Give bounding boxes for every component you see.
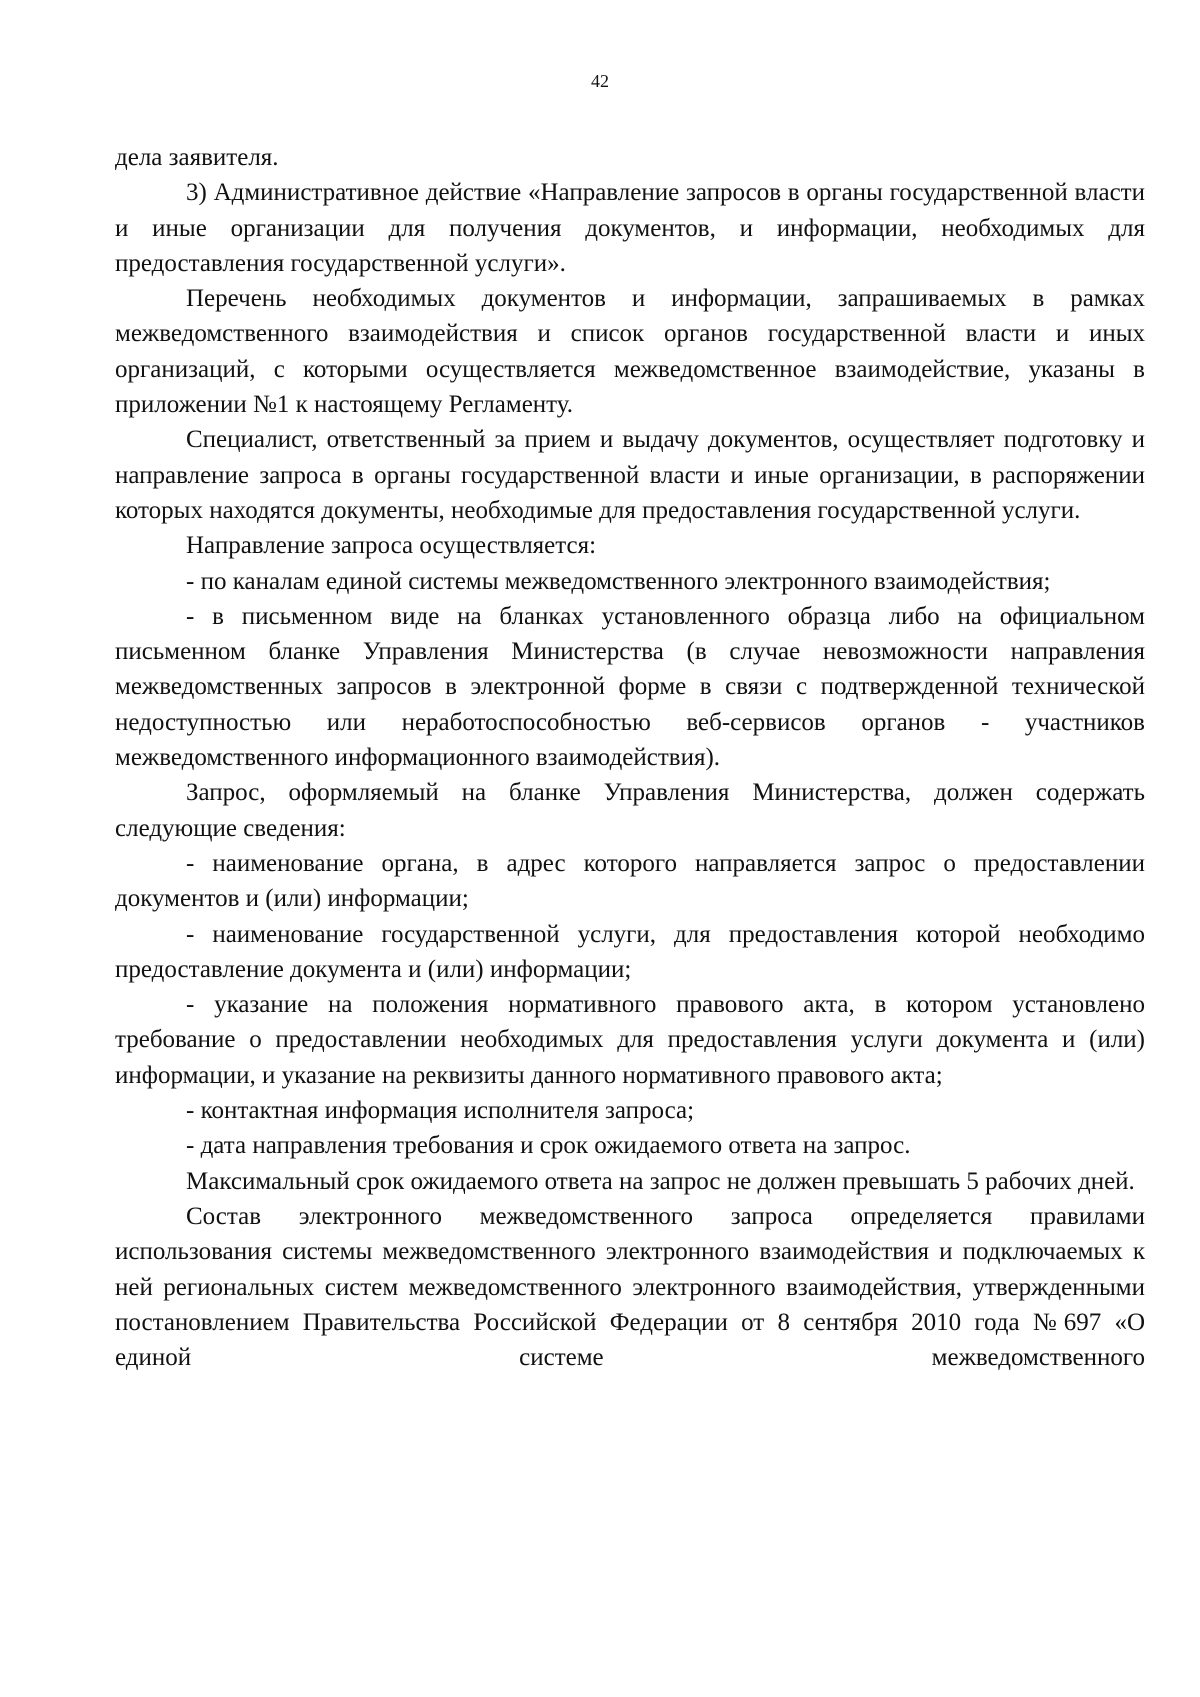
paragraph-specialist: Специалист, ответственный за прием и выдачу документов, осуществляет подготовку и направление запроса в органы государственной власти и иные организации, в распоряжении которых находятся документы, необходимые для предоставления государственной услуги. — [115, 426, 1145, 524]
page-number: 42 — [591, 71, 609, 91]
paragraph-electronic-request-composition: Состав электронного межведомственного запроса определяется правилами использования системы межведомственного электронного взаимодействия и подключаемых к ней региональных систем межведомственного электронного взаимодействия, утвержденными постановлением Правительства Российской Федерации от 8 сентября 2010 года №697 «О единой системе межведомственного — [115, 1202, 1145, 1372]
list-item-legal-act: - указание на положения нормативного правового акта, в котором установлено требование о предоставлении необходимых для предоставления услуги документа и (или) информации, и указание на реквизиты данного нормативного правового акта; — [115, 991, 1145, 1089]
list-item-date-and-term: - дата направления требования и срок ожидаемого ответа на запрос. — [186, 1132, 911, 1160]
paragraph-max-response-time: Максимальный срок ожидаемого ответа на запрос не должен превышать 5 рабочих дней. — [186, 1167, 1135, 1195]
paragraph-request-channels-intro: Направление запроса осуществляется: — [186, 532, 597, 560]
list-item-written-form: - в письменном виде на бланках установленного образца либо на официальном письменном бланке Управления Министерства (в случае невозможности направления межведомственных запросов в электронной форме в связи с подтвержденной технической недоступностью или неработоспособностью веб-сервисов органов - участников межведомственного информационного взаимодействия). — [115, 602, 1145, 772]
list-item-contact-info: - контактная информация исполнителя запроса; — [186, 1097, 695, 1125]
paragraph-documents-list: Перечень необходимых документов и информации, запрашиваемых в рамках межведомственного взаимодействия и список органов государственной власти и иных организаций, с которыми осуществляется межведомственное взаимодействие, указаны в приложении №1 к настоящему Регламенту. — [115, 285, 1145, 419]
list-item-electronic-channel: - по каналам единой системы межведомственного электронного взаимодействия; — [186, 567, 1051, 595]
document-body — [115, 140, 1145, 1375]
list-item-authority-name: - наименование органа, в адрес которого направляется запрос о предоставлении документов и (или) информации; — [115, 849, 1145, 913]
paragraph-administrative-action-3: 3) Административное действие «Направление запросов в органы государственной власти и иные организации для получения документов, и информации, необходимых для предоставления государственной услуги». — [115, 179, 1145, 277]
paragraph-continuation: дела заявителя. — [115, 144, 279, 171]
paragraph-request-contents-intro: Запрос, оформляемый на бланке Управления Министерства, должен содержать следующие сведения: — [115, 779, 1145, 842]
list-item-service-name: - наименование государственной услуги, для предоставления которой необходимо предоставление документа и (или) информации; — [115, 920, 1145, 983]
